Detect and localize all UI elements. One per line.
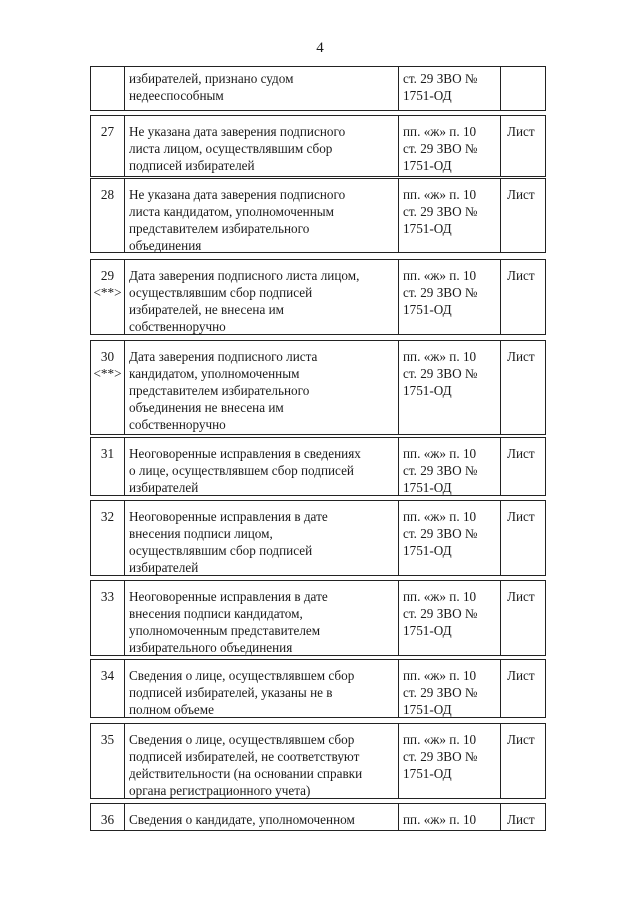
cell-line: листа кандидатом, уполномоченным <box>129 204 334 219</box>
document-type-cell <box>507 508 549 525</box>
cell-line: <**> <box>93 285 122 300</box>
cell-line: Лист <box>507 124 535 139</box>
document-type-cell <box>507 667 549 684</box>
row-number-cell <box>91 348 124 382</box>
violation-description-cell <box>129 123 395 174</box>
document-type-cell <box>507 123 549 140</box>
cell-line: подписей избирателей, не соответствуют <box>129 749 360 764</box>
cell-line: Сведения о лице, осуществлявшем сбор <box>129 668 355 683</box>
cell-line: избирателей <box>129 560 199 575</box>
cell-line: избирателей, признано судом <box>129 71 294 86</box>
cell-line: избирателей, не внесена им <box>129 302 284 317</box>
cell-line: пп. «ж» п. 10 <box>403 124 477 139</box>
cell-line: собственноручно <box>129 319 226 334</box>
cell-line: Сведения о лице, осуществлявшем сбор <box>129 732 355 747</box>
cell-line: Неоговоренные исправления в дате <box>129 589 328 604</box>
cell-line: 27 <box>100 124 115 139</box>
row-number-cell <box>91 588 124 605</box>
cell-line: Лист <box>507 446 535 461</box>
cell-line: ст. 29 ЗВО № <box>403 141 478 156</box>
cell-line: 29 <box>100 268 115 283</box>
table-row <box>90 659 546 718</box>
cell-line: недееспособным <box>129 88 224 103</box>
column-divider <box>398 660 399 717</box>
cell-line: Лист <box>507 589 535 604</box>
cell-line: пп. «ж» п. 10 <box>403 349 477 364</box>
cell-line: пп. «ж» п. 10 <box>403 509 477 524</box>
column-divider <box>398 260 399 334</box>
cell-line: 1751-ОД <box>403 766 452 781</box>
table-row <box>90 500 546 576</box>
column-divider <box>500 179 501 252</box>
cell-line: органа регистрационного учета) <box>129 783 311 798</box>
column-divider <box>398 341 399 434</box>
violation-description-cell <box>129 811 395 828</box>
row-number-cell <box>91 731 124 748</box>
column-divider <box>500 438 501 495</box>
cell-line: Лист <box>507 668 535 683</box>
cell-line: Не указана дата заверения подписного <box>129 187 346 202</box>
cell-line: внесения подписи лицом, <box>129 526 273 541</box>
row-number-cell <box>91 667 124 684</box>
cell-line: Неоговоренные исправления в дате <box>129 509 328 524</box>
legal-reference-cell <box>403 445 499 496</box>
column-divider <box>124 581 125 655</box>
cell-line: Лист <box>507 509 535 524</box>
cell-line: представителем избирательного <box>129 221 310 236</box>
document-type-cell <box>507 811 549 828</box>
cell-line: 32 <box>100 509 115 524</box>
legal-reference-cell <box>403 267 499 318</box>
cell-line: избирательного объединения <box>129 640 293 655</box>
violation-description-cell <box>129 588 395 656</box>
column-divider <box>398 67 399 110</box>
cell-line: 30 <box>100 349 115 364</box>
row-number-cell <box>91 267 124 301</box>
column-divider <box>500 260 501 334</box>
table-row <box>90 115 546 177</box>
cell-line: подписей избирателей <box>129 158 255 173</box>
cell-line: Лист <box>507 187 535 202</box>
column-divider <box>124 804 125 830</box>
column-divider <box>124 260 125 334</box>
cell-line: Дата заверения подписного листа лицом, <box>129 268 360 283</box>
cell-line: 1751-ОД <box>403 383 452 398</box>
cell-line: Лист <box>507 268 535 283</box>
column-divider <box>124 116 125 176</box>
column-divider <box>124 67 125 110</box>
legal-reference-cell <box>403 508 499 559</box>
column-divider <box>124 341 125 434</box>
legal-reference-cell <box>403 123 499 174</box>
cell-line: осуществлявшим сбор подписей <box>129 543 313 558</box>
cell-line: о лице, осуществлявшем сбор подписей <box>129 463 354 478</box>
cell-line: уполномоченным представителем <box>129 623 321 638</box>
cell-line: действительности (на основании справки <box>129 766 363 781</box>
column-divider <box>500 724 501 798</box>
cell-line: 1751-ОД <box>403 158 452 173</box>
column-divider <box>500 660 501 717</box>
column-divider <box>124 660 125 717</box>
page-number: 4 <box>316 40 324 56</box>
document-type-cell <box>507 267 549 284</box>
column-divider <box>500 116 501 176</box>
cell-line: 1751-ОД <box>403 88 452 103</box>
table-row <box>90 178 546 253</box>
cell-line: 33 <box>100 589 115 604</box>
column-divider <box>500 804 501 830</box>
column-divider <box>500 581 501 655</box>
cell-line: 1751-ОД <box>403 543 452 558</box>
column-divider <box>398 438 399 495</box>
cell-line: подписей избирателей, указаны не в <box>129 685 333 700</box>
cell-line: ст. 29 ЗВО № <box>403 366 478 381</box>
cell-line: пп. «ж» п. 10 <box>403 187 477 202</box>
row-number-cell <box>91 186 124 203</box>
table-row <box>90 437 546 496</box>
cell-line: осуществлявшим сбор подписей <box>129 285 313 300</box>
violation-description-cell <box>129 186 395 254</box>
cell-line: Лист <box>507 732 535 747</box>
cell-line: <**> <box>93 366 122 381</box>
document-type-cell <box>507 186 549 203</box>
violation-description-cell <box>129 508 395 576</box>
row-number-cell <box>91 123 124 140</box>
table-row <box>90 340 546 435</box>
cell-line: 36 <box>100 812 115 827</box>
cell-line: объединения не внесена им <box>129 400 284 415</box>
column-divider <box>124 438 125 495</box>
legal-reference-cell <box>403 667 499 718</box>
cell-line: представителем избирательного <box>129 383 310 398</box>
cell-line: собственноручно <box>129 417 226 432</box>
cell-line: пп. «ж» п. 10 <box>403 668 477 683</box>
row-number-cell <box>91 508 124 525</box>
violation-description-cell <box>129 731 395 799</box>
cell-line: Сведения о кандидате, уполномоченном <box>129 812 355 827</box>
column-divider <box>398 724 399 798</box>
column-divider <box>500 67 501 110</box>
cell-line: Лист <box>507 812 535 827</box>
column-divider <box>398 179 399 252</box>
cell-line: ст. 29 ЗВО № <box>403 749 478 764</box>
table-row <box>90 259 546 335</box>
cell-line: листа лицом, осуществлявшим сбор <box>129 141 333 156</box>
cell-line: ст. 29 ЗВО № <box>403 285 478 300</box>
table-row <box>90 580 546 656</box>
document-type-cell <box>507 588 549 605</box>
cell-line: Дата заверения подписного листа <box>129 349 318 364</box>
legal-reference-cell <box>403 70 499 104</box>
legal-reference-cell <box>403 186 499 237</box>
cell-line: ст. 29 ЗВО № <box>403 606 478 621</box>
cell-line: пп. «ж» п. 10 <box>403 812 477 827</box>
cell-line: Лист <box>507 349 535 364</box>
table-row <box>90 66 546 111</box>
cell-line: внесения подписи кандидатом, <box>129 606 303 621</box>
column-divider <box>398 116 399 176</box>
violation-description-cell <box>129 348 395 433</box>
violation-description-cell <box>129 445 395 496</box>
cell-line: 1751-ОД <box>403 702 452 717</box>
column-divider <box>124 179 125 252</box>
document-type-cell <box>507 731 549 748</box>
column-divider <box>500 341 501 434</box>
column-divider <box>500 501 501 575</box>
table-row <box>90 803 546 831</box>
violation-description-cell <box>129 667 395 718</box>
cell-line: 31 <box>100 446 115 461</box>
column-divider <box>124 501 125 575</box>
legal-reference-cell <box>403 731 499 782</box>
legal-reference-cell <box>403 588 499 639</box>
column-divider <box>398 804 399 830</box>
violation-description-cell <box>129 267 395 335</box>
cell-line: пп. «ж» п. 10 <box>403 446 477 461</box>
cell-line: пп. «ж» п. 10 <box>403 589 477 604</box>
cell-line: пп. «ж» п. 10 <box>403 268 477 283</box>
cell-line: Не указана дата заверения подписного <box>129 124 346 139</box>
table-row <box>90 723 546 799</box>
cell-line: избирателей <box>129 480 199 495</box>
cell-line: объединения <box>129 238 202 253</box>
cell-line: 1751-ОД <box>403 221 452 236</box>
cell-line: 35 <box>100 732 115 747</box>
cell-line: кандидатом, уполномоченным <box>129 366 300 381</box>
cell-line: ст. 29 ЗВО № <box>403 463 478 478</box>
row-number-cell <box>91 811 124 828</box>
cell-line: ст. 29 ЗВО № <box>403 204 478 219</box>
legal-reference-cell <box>403 348 499 399</box>
cell-line: Неоговоренные исправления в сведениях <box>129 446 361 461</box>
cell-line: полном объеме <box>129 702 214 717</box>
column-divider <box>124 724 125 798</box>
cell-line: ст. 29 ЗВО № <box>403 685 478 700</box>
cell-line: пп. «ж» п. 10 <box>403 732 477 747</box>
document-type-cell <box>507 445 549 462</box>
cell-line: 1751-ОД <box>403 623 452 638</box>
cell-line: 28 <box>100 187 115 202</box>
document-type-cell <box>507 348 549 365</box>
row-number-cell <box>91 445 124 462</box>
cell-line: 34 <box>100 668 115 683</box>
violation-description-cell <box>129 70 395 104</box>
cell-line: 1751-ОД <box>403 302 452 317</box>
cell-line: ст. 29 ЗВО № <box>403 526 478 541</box>
column-divider <box>398 501 399 575</box>
legal-reference-cell <box>403 811 499 828</box>
column-divider <box>398 581 399 655</box>
cell-line: 1751-ОД <box>403 480 452 495</box>
cell-line: ст. 29 ЗВО № <box>403 71 478 86</box>
